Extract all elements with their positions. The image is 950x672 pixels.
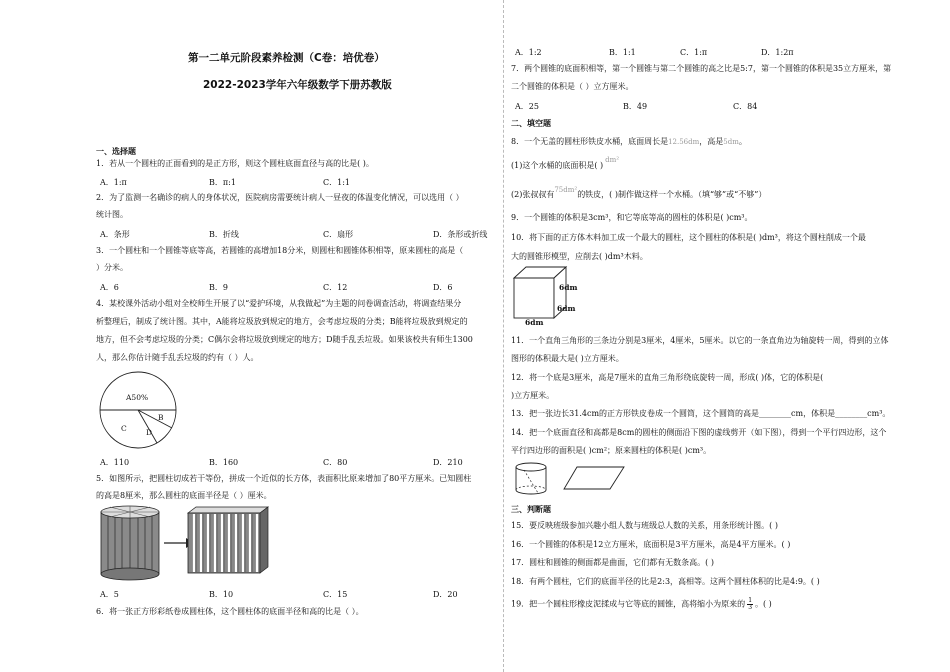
q4-option-d: D．210 [433, 458, 463, 467]
q6-option-a: A．1:2 [515, 48, 542, 57]
q8-stem-end: 。 [738, 137, 747, 146]
question-4-line-2: 析整理后，制成了统计图。其中，A能将垃圾放到规定的地方，会考虑垃圾的分类；B能将垃圾放到规定的 [96, 317, 468, 326]
q1-option-b: B．π:1 [209, 178, 236, 187]
question-12: 12．将一个底是3厘米，高是7厘米的直角三角形绕底旋转一周，形成( )体，它的体积是( [511, 373, 824, 382]
question-3: 3．一个圆柱和一个圆锥等底等高，若圆锥的高增加18分米，则圆柱和圆锥体积相等，原来圆柱的高是（ [96, 246, 464, 255]
q4-option-c: C．80 [323, 458, 348, 467]
parallelogram-figure [563, 466, 625, 490]
q7-option-a: A．25 [515, 102, 539, 111]
question-8-sub-1 [511, 156, 620, 171]
question-4-line-4: 人，那么你估计随手乱丢垃圾的约有（ ）人。 [96, 353, 259, 362]
q19-stem-end: 。( ) [755, 599, 772, 609]
q3-option-c: C．12 [323, 283, 348, 292]
section-heading-choice: 一、选择题 [96, 147, 136, 156]
question-2: 2．为了监测一名确诊的病人的身体状况，医院病房需要统计病人一昼夜的体温变化情况，可以选用（ ） [96, 193, 464, 202]
q2-option-b: B．折线 [209, 230, 239, 239]
pie-label-b: B [158, 413, 164, 422]
q5-option-b: B．10 [209, 590, 234, 599]
q6-option-d: D．1:2π [761, 48, 794, 57]
pie-label-a: A50% [126, 393, 149, 402]
cylinder-figure [514, 462, 550, 496]
q8-circumference: 12.56dm [668, 138, 700, 146]
q19-fraction-denominator: 3 [748, 604, 753, 611]
q19-stem: 19．把一个圆柱形橡皮泥揉成与它等底的圆锥，高将缩小为原来的 [511, 599, 746, 609]
q19-fraction [747, 598, 753, 611]
question-18: 18．有两个圆柱，它们的底面半径的比是2:3，高相等。这两个圆柱体积的比是4:9。( ) [511, 577, 820, 586]
q8-sub2-value: 75dm² [554, 186, 578, 194]
question-7-cont: 二个圆锥的体积是（ ）立方厘米。 [511, 82, 634, 91]
q8-sub2-text-a: (2)张叔叔有 [511, 190, 555, 199]
question-10: 10．将下面的正方体木料加工成一个最大的圆柱，这个圆柱的体积是( )dm³，将这个圆柱削成一个最 [511, 233, 866, 242]
question-19 [511, 598, 772, 611]
question-5-line-1: 5．如图所示，把圆柱切成若干等份，拼成一个近似的长方体，表面积比原来增加了80平方厘米。已知圆柱 [96, 474, 472, 483]
q2-option-a: A．条形 [100, 230, 130, 239]
question-9: 9．一个圆锥的体积是3cm³，和它等底等高的圆柱的体积是( )cm³。 [511, 213, 753, 222]
question-10-cont: 大的圆锥形模型，应削去( )dm³木料。 [511, 252, 648, 261]
q2-option-c: C．扇形 [323, 230, 354, 239]
question-4-line-3: 地方，但不会考虑垃圾的分类；C偶尔会将垃圾放到规定的地方；D随手乱丢垃圾。如果该校共有师生1300 [96, 335, 473, 344]
q8-height: 5dm [723, 138, 739, 146]
q1-option-c: C．1:1 [323, 178, 350, 187]
pie-label-c: C [121, 424, 127, 433]
q5-option-a: A．5 [100, 590, 119, 599]
q8-sub2-text-b: 的铁皮，( )制作做这样一个水桶。（填“够”或“不够”） [577, 190, 767, 199]
cube-dim-height: 6dm [559, 283, 578, 292]
question-8-sub-2 [511, 186, 767, 200]
q1-option-a: A．1:π [100, 178, 127, 187]
cylinder-sections-figure [100, 505, 160, 581]
page-subtitle: 2022-2023学年六年级数学下册苏教版 [203, 79, 392, 91]
question-14: 14．把一个底面直径和高都是8cm的圆柱的侧面沿下图的虚线剪开（如下图），得到一个平行四边形，这个 [511, 428, 887, 437]
question-3-cont: ）分米。 [96, 263, 128, 272]
question-8 [511, 137, 747, 147]
question-11-cont: 图形的体积最大是( )立方厘米。 [511, 354, 624, 363]
question-15: 15．要反映班级参加兴趣小组人数与班级总人数的关系，用条形统计图。( ) [511, 521, 778, 530]
question-17: 17．圆柱和圆锥的侧面都是曲面，它们都有无数条高。( ) [511, 558, 714, 567]
question-1: 1．若从一个圆柱的正面看到的是正方形，则这个圆柱底面直径与高的比是( )。 [96, 159, 374, 168]
q7-option-c: C．84 [733, 102, 758, 111]
question-11: 11．一个直角三角形的三条边分别是3厘米，4厘米，5厘米。以它的一条直角边为轴旋转一周，得到的立体 [511, 336, 889, 345]
q6-option-b: B．1:1 [609, 48, 636, 57]
q6-option-c: C．1:π [680, 48, 708, 57]
pie-label-d: D [146, 428, 153, 437]
question-7: 7．两个圆锥的底面积相等，第一个圆锥与第二个圆锥的高之比是5:7，第一个圆锥的体积是35立方厘米，第 [511, 64, 892, 73]
pie-chart [98, 370, 178, 450]
q8-stem-b: ，高是 [699, 137, 724, 146]
cube-dim-width: 6dm [525, 318, 544, 327]
question-4-line-1: 4．某校课外活动小组对全校师生开展了以“爱护环境，从我做起”为主题的问卷调查活动，将调查结果分 [96, 299, 462, 308]
column-divider [503, 0, 504, 672]
q3-option-b: B．9 [209, 283, 228, 292]
q2-option-d: D．条形或折线 [433, 230, 488, 239]
page-title: 第一二单元阶段素养检测（C卷：培优卷） [188, 52, 385, 64]
question-6: 6．将一张正方形彩纸卷成圆柱体，这个圆柱体的底面半径和高的比是（ ）。 [96, 607, 364, 616]
q8-sub1-text: (1)这个水桶的底面积是( ) [511, 161, 604, 170]
question-12-cont: )立方厘米。 [511, 391, 555, 400]
q3-option-a: A．6 [100, 283, 119, 292]
q19-fraction-numerator: 1 [748, 597, 753, 604]
section-heading-fill: 二、填空题 [511, 119, 551, 128]
q5-option-c: C．15 [323, 590, 348, 599]
question-5-line-2: 的高是8厘米，那么圆柱的底面半径是（ ）厘米。 [96, 491, 272, 500]
question-14-cont: 平行四边形的面积是( )cm²；原来圆柱的体积是( )cm³。 [511, 446, 712, 455]
q7-option-b: B．49 [623, 102, 648, 111]
q4-option-b: B．160 [209, 458, 239, 467]
q3-option-d: D．6 [433, 283, 453, 292]
question-16: 16．一个圆锥的体积是12立方厘米，底面积是3平方厘米，高是4平方厘米。( ) [511, 540, 791, 549]
section-heading-judge: 三、判断题 [511, 505, 551, 514]
q4-option-a: A．110 [100, 458, 130, 467]
question-2-cont: 统计图。 [96, 210, 128, 219]
q5-option-d: D．20 [433, 590, 458, 599]
cube-dim-depth: 6dm [557, 304, 576, 313]
q8-sub1-unit: dm² [605, 156, 620, 164]
q8-stem: 8．一个无盖的圆柱形铁皮水桶，底面周长是 [511, 137, 669, 146]
rectangular-prism-figure [180, 505, 270, 577]
question-13: 13．把一张边长31.4cm的正方形铁皮卷成一个圆筒，这个圆筒的高是________cm，体积是________cm³。 [511, 409, 891, 418]
